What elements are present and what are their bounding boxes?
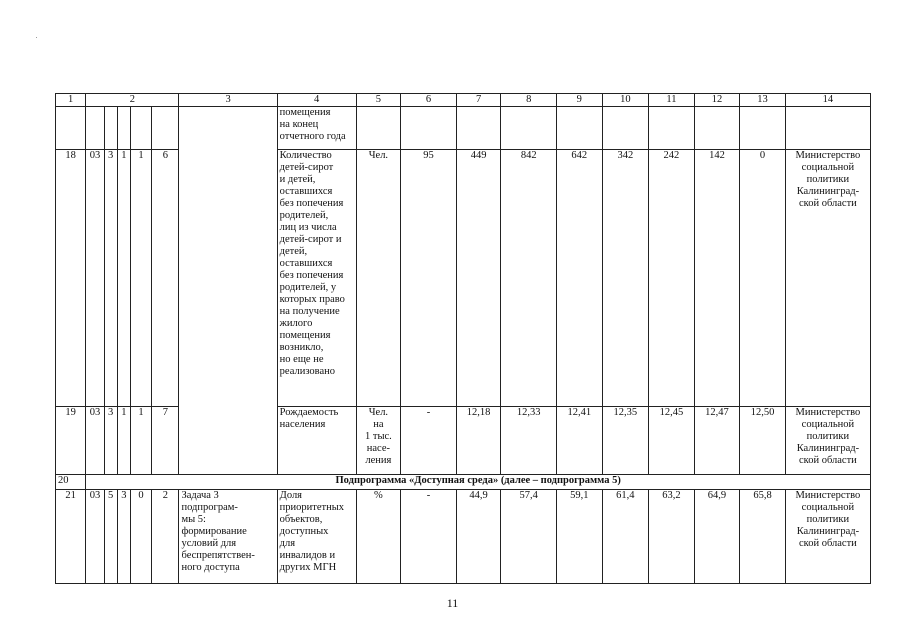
code-cell: 1 [117,150,130,407]
unit-cell: Чел. на 1 тыс. насе- ления [356,407,401,475]
responsible-cell: Министерство социальной политики Калининград- ской области [785,490,870,584]
value-cell: - [401,407,457,475]
value-cell: 342 [602,150,649,407]
code-cell: 03 [86,490,104,584]
table-row-21 [56,490,871,584]
value-cell: 95 [401,150,457,407]
value-cell: 12,35 [602,407,649,475]
header-col-12: 12 [694,94,740,107]
header-col-5: 5 [356,94,401,107]
value-cell: 0 [740,150,786,407]
header-row [56,94,871,107]
value-cell: 59,1 [557,490,603,584]
value-cell: 64,9 [694,490,740,584]
row-number: 21 [56,490,86,584]
code-cell: 03 [86,150,104,407]
task-cell-empty [179,107,277,475]
header-col-3: 3 [179,94,277,107]
code-cell: 7 [152,407,179,475]
value-cell: 12,18 [456,407,501,475]
table-row-20-section [56,475,871,490]
code-cell: 1 [130,150,151,407]
row-number: 19 [56,407,86,475]
code-cell: 3 [117,490,130,584]
value-cell: 57,4 [501,490,557,584]
page-number: 11 [446,596,459,610]
value-cell: 65,8 [740,490,786,584]
code-cell: 1 [130,407,151,475]
header-col-14: 14 [785,94,870,107]
indicator-cell: помещения на конец отчетного года [277,107,356,150]
scan-speck [36,37,37,38]
header-col-10: 10 [602,94,649,107]
value-cell: 642 [557,150,603,407]
header-col-6: 6 [401,94,457,107]
value-cell: 12,45 [649,407,695,475]
code-cell: 03 [86,407,104,475]
row-number: 20 [56,475,86,490]
code-cell: 2 [152,490,179,584]
indicators-table [55,93,871,584]
header-col-8: 8 [501,94,557,107]
unit-cell: Чел. [356,150,401,407]
header-col-4: 4 [277,94,356,107]
code-cell: 3 [104,407,117,475]
value-cell: 12,50 [740,407,786,475]
value-cell: 142 [694,150,740,407]
indicator-cell: Доля приоритетных объектов, доступных для инвалидов и других МГН [277,490,356,584]
value-cell: 242 [649,150,695,407]
value-cell: 44,9 [456,490,501,584]
indicator-cell: Рождаемость населения [277,407,356,475]
header-col-9: 9 [557,94,603,107]
header-col-7: 7 [456,94,501,107]
unit-cell: % [356,490,401,584]
header-col-11: 11 [649,94,695,107]
table-row-19 [56,407,871,475]
code-cell: 1 [117,407,130,475]
value-cell: 61,4 [602,490,649,584]
responsible-cell: Министерство социальной политики Калининград- ской области [785,150,870,407]
code-cell: 0 [130,490,151,584]
header-col-2: 2 [86,94,179,107]
value-cell: 12,47 [694,407,740,475]
task-cell: Задача 3 подпрограм- мы 5: формирование условий для беспрепятствен- ного доступа [179,490,277,584]
value-cell: 449 [456,150,501,407]
value-cell: 12,33 [501,407,557,475]
value-cell: 12,41 [557,407,603,475]
table-row-continuation [56,107,871,150]
header-col-1: 1 [56,94,86,107]
value-cell: - [401,490,457,584]
value-cell: 63,2 [649,490,695,584]
responsible-cell: Министерство социальной политики Калининград- ской области [785,407,870,475]
code-cell: 3 [104,150,117,407]
code-cell: 5 [104,490,117,584]
row-number: 18 [56,150,86,407]
indicator-cell: Количество детей-сирот и детей, оставшихся без попечения родителей, лиц из числа детей-сирот и детей, оставшихся без попечения родителей, у которых право на получение жилого помещения возникло, но еще не реализовано [277,150,356,407]
value-cell: 842 [501,150,557,407]
code-cell: 6 [152,150,179,407]
table-row-18 [56,150,871,407]
subprogram-title: Подпрограмма «Доступная среда» (далее – подпрограмма 5) [86,475,871,490]
header-col-13: 13 [740,94,786,107]
